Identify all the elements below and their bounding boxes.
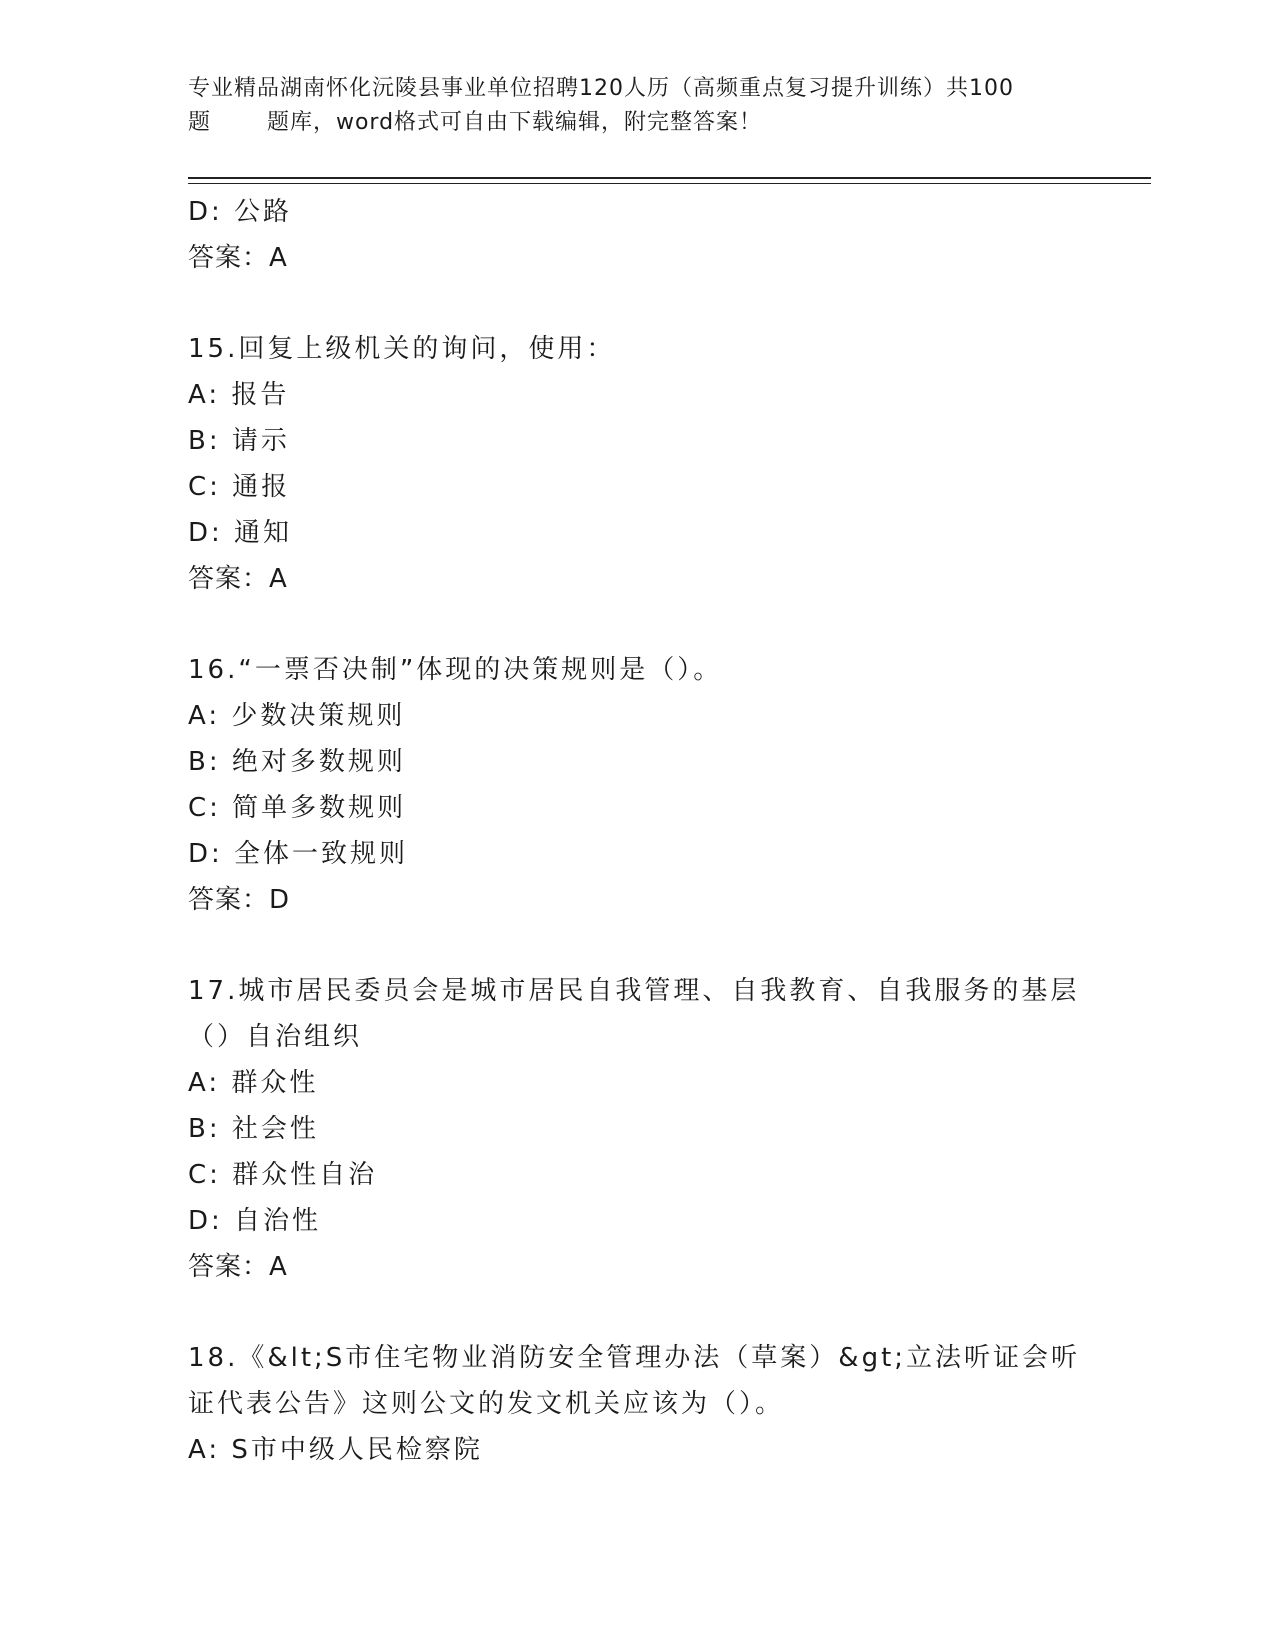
- question-15-text: 15.回复上级机关的询问，使用：: [188, 334, 616, 364]
- prev-question-option-d: D: 公路: [188, 197, 293, 227]
- question-18: [188, 1335, 1088, 1473]
- question-17-option-b: B: 社会性: [188, 1114, 319, 1144]
- document-header: [188, 72, 1088, 140]
- header-title-line-1: 专业精品湖南怀化沅陵县事业单位招聘120人历（高频重点复习提升训练）共100: [188, 76, 1014, 101]
- question-15-option-b: B: 请示: [188, 426, 290, 456]
- question-16-option-c: C: 简单多数规则: [188, 793, 407, 823]
- spacer: [188, 923, 1088, 968]
- question-15-option-a: A: 报告: [188, 380, 290, 410]
- question-17-option-a: A: 群众性: [188, 1068, 319, 1098]
- question-18-text-line-2: 证代表公告》这则公文的发文机关应该为（）。: [188, 1389, 785, 1419]
- question-17-text-line-1: 17.城市居民委员会是城市居民自我管理、自我教育、自我服务的基层: [188, 976, 1080, 1006]
- question-15-option-d: D: 通知: [188, 518, 293, 548]
- question-15: [188, 326, 1088, 602]
- question-16-option-b: B: 绝对多数规则: [188, 747, 406, 777]
- spacer: [188, 1290, 1088, 1335]
- spacer: [188, 602, 1088, 647]
- question-16-option-d: D: 全体一致规则: [188, 839, 409, 869]
- question-18-option-a: A: S市中级人民检察院: [188, 1435, 483, 1465]
- question-16-text: 16.“一票否决制”体现的决策规则是（）。: [188, 655, 723, 685]
- question-16: [188, 647, 1088, 923]
- question-17-option-d: D: 自治性: [188, 1206, 322, 1236]
- question-16-answer: 答案：D: [188, 885, 291, 915]
- prev-question-answer: 答案：A: [188, 243, 288, 273]
- question-list: [188, 189, 1088, 1473]
- header-divider-thick: [188, 177, 1151, 179]
- question-17-answer: 答案：A: [188, 1252, 288, 1282]
- question-16-option-a: A: 少数决策规则: [188, 701, 406, 731]
- question-17-text-line-2: （）自治组织: [188, 1022, 363, 1052]
- spacer: [188, 281, 1088, 326]
- question-15-answer: 答案：A: [188, 564, 288, 594]
- header-divider-thin: [188, 183, 1151, 184]
- question-15-option-c: C: 通报: [188, 472, 291, 502]
- question-17-option-c: C: 群众性自治: [188, 1160, 378, 1190]
- question-18-text-line-1: 18.《&lt;S市住宅物业消防安全管理办法（草案）&gt;立法听证会听: [188, 1343, 1081, 1373]
- question-17: [188, 968, 1088, 1290]
- header-title-line-2: 题 题库，word格式可自由下载编辑，附完整答案！: [188, 110, 763, 135]
